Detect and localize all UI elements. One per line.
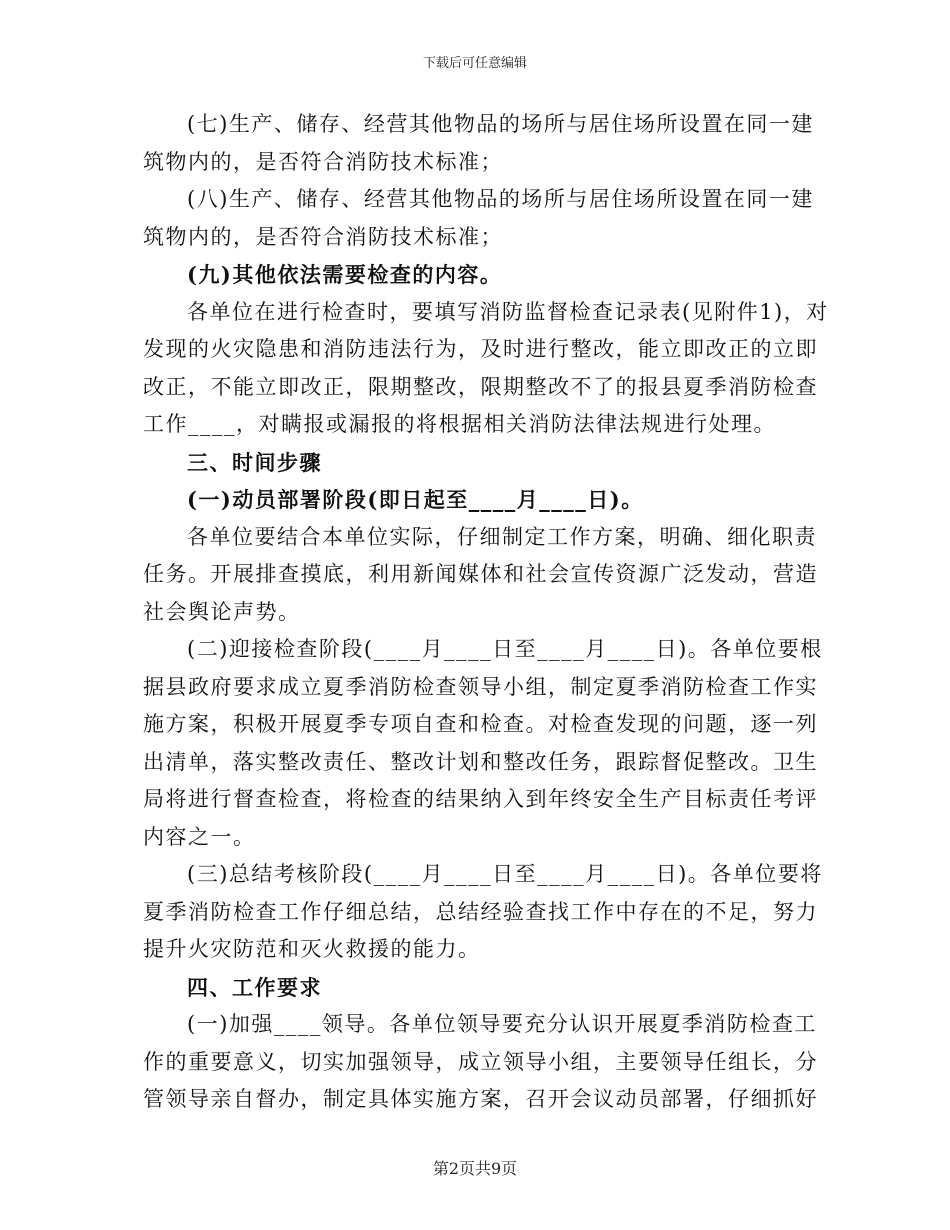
text-line: 社会舆论声势。 [143,599,301,624]
text-line: (八)生产、储存、经营其他物品的场所与居住场所设置在同一建 [187,187,814,211]
text-line: 筑物内的，是否符合消防技术标准； [143,224,503,249]
subheading-mobilization [143,481,810,519]
text-line: (七)生产、储存、经营其他物品的场所与居住场所设置在同一建 [187,112,814,136]
text-line: 发现的火灾隐患和消防违法行为，及时进行整改，能立即改正的立即 [143,337,818,361]
text-line: 出清单，落实整改责任、整改计划和整改任务，跟踪督促整改。卫生 [143,749,818,774]
text-line: 局将进行督查检查，将检查的结果纳入到年终安全生产目标责任考评 [143,787,818,811]
text-line: 改正，不能立即改正，限期整改，限期整改不了的报县夏季消防检查 [143,374,818,399]
paragraph-leadership [143,1006,818,1119]
text-line: (二)迎接检查阶段(____月____日至____月____日)。各单位要根 [187,637,823,661]
paragraph-mobilization [143,519,818,632]
text-line: (三)总结考核阶段(____月____日至____月____日)。各单位要将 [187,862,823,886]
text-line: 各单位在进行检查时，要填写消防监督检查记录表(见附件1)，对 [187,299,829,324]
text-line: 管领导亲自督办，制定具体实施方案，召开会议动员部署，仔细抓好 [143,1087,818,1111]
page-number: 第2页共9页 [432,1159,518,1178]
text-line: 三、时间步骤 [187,449,322,475]
paragraph-item-9 [143,256,810,294]
text-line: (一)加强____领导。各单位领导要充分认识开展夏季消防检查工 [187,1012,817,1036]
paragraph-inspection-phase [143,631,823,856]
page-header: 下载后可任意编辑 [422,56,527,71]
paragraph-item-8 [143,181,814,256]
text-line: (一)动员部署阶段(即日起至____月____日)。 [187,487,644,512]
text-line: 各单位要结合本单位实际，仔细制定工作方案，明确、细化职责 [187,524,817,549]
text-line: 任务。开展排查摸底，利用新闻媒体和社会宣传资源广泛发动，营造 [143,562,818,586]
text-line: 夏季消防检查工作仔细总结，总结经验查找工作中存在的不足，努力 [143,899,818,924]
paragraph-summary-phase [143,856,823,969]
paragraph-inspection-record [143,294,829,444]
section-heading-time-steps [143,444,810,482]
text-line: 筑物内的，是否符合消防技术标准； [143,149,503,174]
paragraph-item-7 [143,106,814,181]
text-line: 四、工作要求 [187,974,322,1000]
text-line: 提升火灾防范和灭火救援的能力。 [143,937,481,961]
section-heading-requirements [143,969,810,1007]
text-line: 施方案，积极开展夏季专项自查和检查。对检查发现的问题，逐一列 [143,712,818,736]
text-line: (九)其他依法需要检查的内容。 [187,262,503,287]
text-line: 工作____，对瞒报或漏报的将根据相关消防法律法规进行处理。 [143,412,776,436]
text-line: 内容之一。 [143,824,256,849]
document-body [143,106,829,1119]
text-line: 据县政府要求成立夏季消防检查领导小组，制定夏季消防检查工作实 [143,674,818,699]
text-line: 作的重要意义，切实加强领导，成立领导小组，主要领导任组长，分 [143,1049,818,1074]
